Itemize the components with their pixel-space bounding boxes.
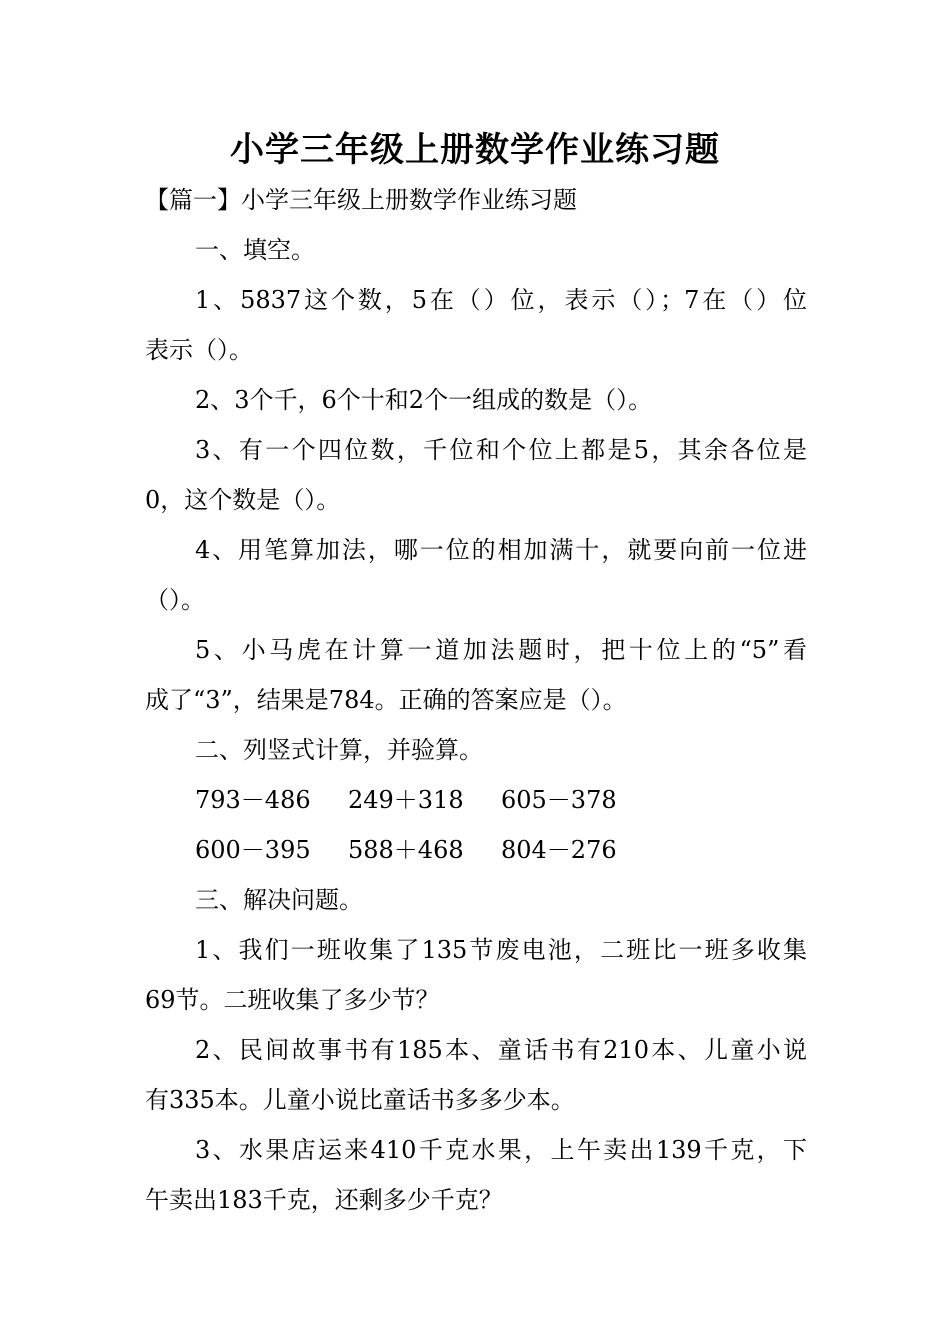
question-1-line-1: 1、5837这个数，5在（）位，表示（）；7在（）位 [195,286,807,314]
calculation-item: 600－395 [195,836,311,864]
section-heading-fill-blank: 一、填空。 [195,236,315,264]
calculation-item: 804－276 [501,836,617,864]
calculation-item: 605－378 [501,786,617,814]
section-heading-word-problems: 三、解决问题。 [195,886,363,914]
problem-1-line-1: 1、我们一班收集了135节废电池，二班比一班多收集 [195,936,807,964]
section-heading-calculation: 二、列竖式计算，并验算。 [195,736,483,764]
problem-1-line-2: 69节。二班收集了多少节？ [145,986,440,1014]
problem-3-line-2: 午卖出183千克，还剩多少千克？ [145,1186,503,1214]
calculation-row [195,784,661,816]
calculation-row [195,834,661,866]
question-4-line-2: （）。 [145,586,205,614]
question-5-line-2: 成了“3”，结果是784。正确的答案应是（）。 [145,686,627,714]
question-4-line-1: 4、用笔算加法，哪一位的相加满十，就要向前一位进 [195,536,807,564]
calculation-item: 249＋318 [348,786,464,814]
calculation-item: 588＋468 [348,836,464,864]
document-title: 小学三年级上册数学作业练习题 [230,130,720,170]
question-1-line-2: 表示（）。 [145,336,253,364]
problem-3-line-1: 3、水果店运来410千克水果，上午卖出139千克，下 [195,1136,807,1164]
question-5-line-1: 5、小马虎在计算一道加法题时，把十位上的“5”看 [195,636,807,664]
problem-2-line-1: 2、民间故事书有185本、童话书有210本、儿童小说 [195,1036,807,1064]
subtitle: 【篇一】小学三年级上册数学作业练习题 [145,186,577,214]
question-3-line-1: 3、有一个四位数，千位和个位上都是5，其余各位是 [195,436,807,464]
calculation-item: 793－486 [195,786,311,814]
question-3-line-2: 0，这个数是（）。 [145,486,341,514]
problem-2-line-2: 有335本。儿童小说比童话书多多少本。 [145,1086,575,1114]
question-2: 2、3个千，6个十和2个一组成的数是（）。 [195,386,653,414]
